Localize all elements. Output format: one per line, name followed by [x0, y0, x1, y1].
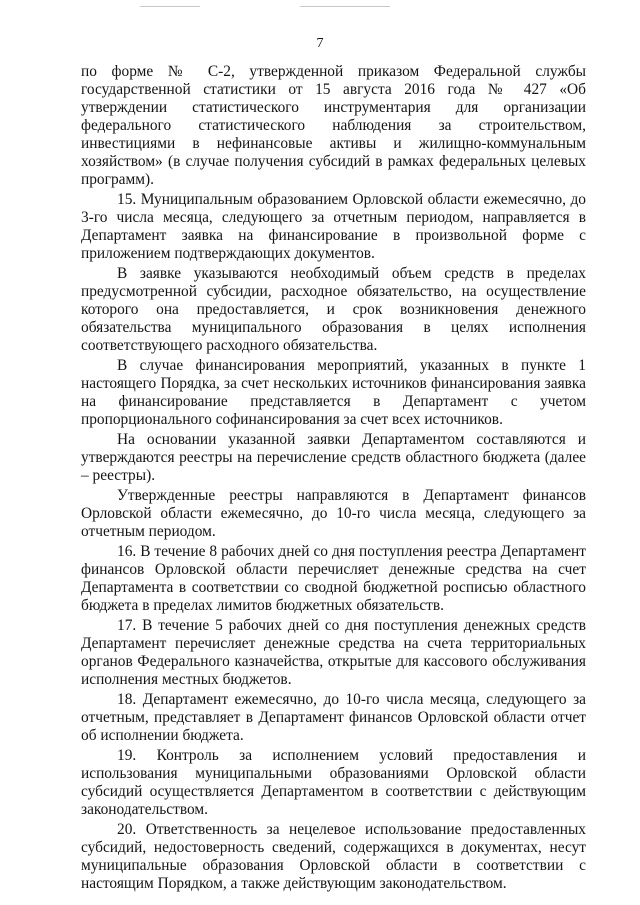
paragraph-item-19: 19. Контроль за исполнением условий предоставления и использования муниципальными образованиями Орловской области субсидий осуществляется Департаментом в соответствии с действующим законодательством.	[81, 747, 586, 818]
page-number: 7	[316, 36, 324, 51]
paragraph-application-contents: В заявке указываются необходимый объем средств в пределах предусмотренной субсидии, расходное обязательство, на осуществление которого она предоставляется, и срок возникновения денежного обязательства муниципального образования в целях исполнения соответствующего расходного обязательства.	[81, 265, 586, 354]
paragraph-registers: На основании указанной заявки Департаментом составляются и утверждаются реестры на перечисление средств областного бюджета (далее – реестры).	[81, 431, 586, 484]
scan-artifact-line	[140, 6, 200, 7]
paragraph-multiple-sources: В случае финансирования мероприятий, указанных в пункте 1 настоящего Порядка, за счет нескольких источников финансирования заявка на финансирование представляется в Департамент с учетом пропорционального софинансирования за счет всех источников.	[81, 357, 586, 428]
paragraph-item-16: 16. В течение 8 рабочих дней со дня поступления реестра Департамент финансов Орловской области перечисляет денежные средства на счет Департамента в соответствии со сводной бюджетной росписью областного бюджета в пределах лимитов бюджетных обязательств.	[81, 543, 586, 614]
document-body	[81, 63, 586, 893]
paragraph-item-17: 17. В течение 5 рабочих дней со дня поступления денежных средств Департамент перечисляет денежные средства на счета территориальных органов Федерального казначейства, открытые для кассового обслуживания исполнения местных бюджетов.	[81, 617, 586, 688]
scan-artifact-line	[300, 6, 390, 7]
paragraph-item-15: 15. Муниципальным образованием Орловской области ежемесячно, до 3-го числа месяца, следующего за отчетным периодом, направляется в Департамент заявка на финансирование в произвольной форме с приложением подтверждающих документов.	[81, 191, 586, 262]
paragraph-item-20: 20. Ответственность за нецелевое использование предоставленных субсидий, недостоверность сведений, содержащихся в документах, несут муниципальные образования Орловской области в соответствии с настоящим Порядком, а также действующим законодательством.	[81, 821, 586, 892]
paragraph-continuation: по форме № С-2, утвержденной приказом Федеральной службы государственной статистики от 15 августа 2016 года № 427 «Об утверждении статистического инструментария для организации федерального статистического наблюдения за строительством, инвестициями в нефинансовые активы и жилищно-коммунальным хозяйством» (в случае получения субсидий в рамках федеральных целевых программ).	[81, 63, 586, 188]
paragraph-approved-registers: Утвержденные реестры направляются в Департамент финансов Орловской области ежемесячно, до 10-го числа месяца, следующего за отчетным периодом.	[81, 487, 586, 540]
paragraph-item-18: 18. Департамент ежемесячно, до 10-го числа месяца, следующего за отчетным, представляет в Департамент финансов Орловской области отчет об исполнении бюджета.	[81, 691, 586, 744]
